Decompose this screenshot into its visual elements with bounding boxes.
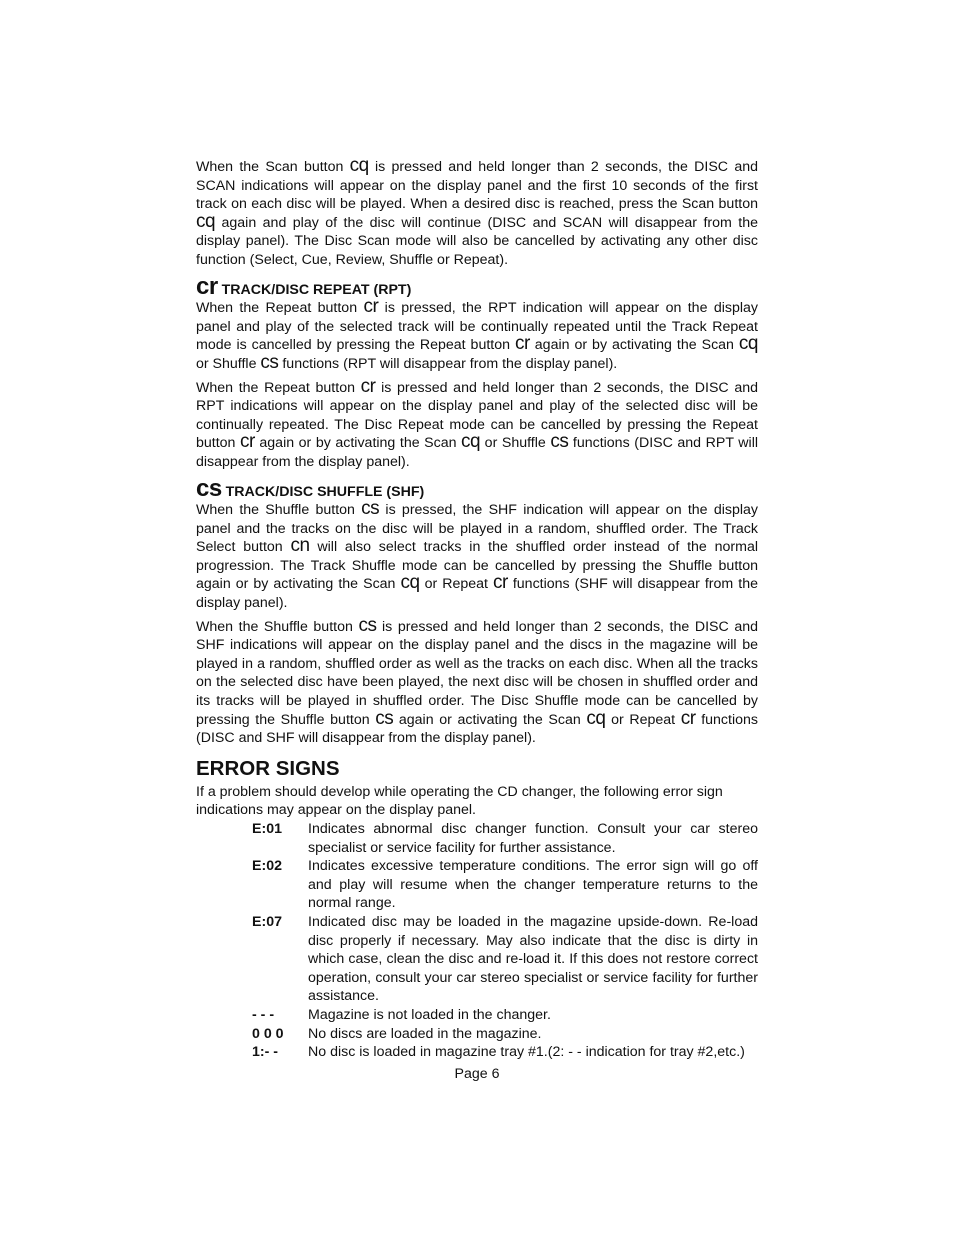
manual-page: [196, 155, 759, 1083]
error-row: [252, 1006, 758, 1025]
scan-button-icon: cq: [400, 572, 420, 594]
repeat-button-icon: cr: [514, 333, 530, 355]
scan-button-icon: cq: [349, 155, 369, 176]
shuffle-button-icon: cs: [260, 351, 279, 373]
shuffle-button-icon: cs: [375, 707, 394, 729]
error-row: [252, 857, 758, 913]
error-list: [196, 820, 758, 1062]
scan-button-icon: cq: [461, 431, 481, 453]
repeat-button-icon: cr: [363, 296, 379, 318]
error-row: [252, 1025, 758, 1044]
repeat-button-icon: cr: [680, 707, 696, 729]
error-code: E:01: [252, 821, 282, 837]
track-select-button-icon: cn: [290, 535, 310, 557]
repeat-button-icon: cr: [360, 375, 376, 397]
scan-button-icon: cq: [196, 210, 216, 232]
error-code: 1:- -: [252, 1044, 279, 1061]
error-intro: If a problem should develop while operating the CD changer, the following error sign indications may appear on the display panel.: [196, 783, 723, 819]
page-number: Page 6: [454, 1065, 500, 1082]
repeat-button-icon: cr: [240, 431, 255, 453]
scan-button-icon: cq: [738, 333, 758, 355]
error-code: E:07: [252, 913, 282, 930]
error-row: [252, 913, 758, 1006]
disc-shuffle-paragraph: When the Shuffle button cs is pressed and held longer than 2 seconds, the DISC and SHF indications will appear on the display panel and the discs in the magazine will be played in a random, shuffled order as well as the tracks on each disc. When all the tracks on the selected disc have been played, the next disc will be chosen in shuffled order and its tracks will be played in shuffled order. The Disc Shuffle mode can be cancelled by pressing the Shuffle button cs again or activating the Scan cq or Repeat cr functions (DISC and SHF will disappear from the display panel).: [196, 614, 758, 747]
scan-paragraph: When the Scan button cq is pressed and held longer than 2 seconds, the DISC and SCAN indications will appear on the display panel and the first 10 seconds of the first track on each disc will be played. When a desired disc is reached, press the Scan button cq again and play of the disc will continue (DISC and SCAN will disappear from the display panel). The Disc Scan mode will also be cancelled by activating any other disc function (Select, Cue, Review, Shuffle or Repeat).: [196, 155, 758, 268]
shuffle-button-icon: cs: [550, 431, 569, 453]
error-signs-heading: ERROR SIGNS: [196, 756, 340, 780]
shuffle-button-icon: cs: [361, 498, 380, 520]
error-code: - - -: [252, 1006, 275, 1023]
error-code: 0 0 0: [252, 1025, 284, 1042]
error-row: [252, 820, 758, 857]
repeat-button-icon: cr: [196, 272, 218, 300]
error-description: Indicates excessive temperature conditions. The error sign will go off and play will resume when the changer temperature returns to the normal range.: [308, 858, 758, 912]
error-description: Indicated disc may be loaded in the magazine upside-down. Re-load disc properly if necessary. May also indicate that the disc is dirty in which case, clean the disc and re-load it. If this does not restore correct operation, consult your car stereo specialist or service facility for further assistance.: [308, 913, 758, 1005]
shuffle-button-icon: cs: [196, 474, 222, 502]
error-description: Indicates abnormal disc changer function. Consult your car stereo specialist or service facility for further assistance.: [308, 821, 758, 856]
shuffle-button-icon: cs: [358, 614, 377, 636]
scan-button-icon: cq: [586, 707, 606, 729]
repeat-heading: cr TRACK/DISC REPEAT (RPT): [196, 272, 412, 300]
track-shuffle-paragraph: When the Shuffle button cs is pressed, the SHF indication will appear on the display panel and the tracks on the disc will be played in a random, shuffled order. The Track Select button cn will also select tracks in the shuffled order instead of the normal progression. The Track Shuffle mode can be cancelled by pressing the Shuffle button again or by activating the Scan cq or Repeat cr functions (SHF will disappear from the display panel).: [196, 498, 758, 612]
error-description: No discs are loaded in the magazine.: [308, 1025, 542, 1042]
error-description: No disc is loaded in magazine tray #1.(2: - - indication for tray #2,etc.): [308, 1044, 745, 1061]
error-description: Magazine is not loaded in the changer.: [308, 1006, 551, 1023]
disc-repeat-paragraph: When the Repeat button cr is pressed and held longer than 2 seconds, the DISC and RPT indications will appear on the display panel and play of the selected disc will be continually repeated. The Disc Repeat mode can be cancelled by pressing the Repeat button cr again or by activating the Scan cq or Shuffle cs functions (DISC and RPT will disappear from the display panel).: [196, 375, 759, 470]
repeat-button-icon: cr: [493, 572, 508, 594]
shuffle-heading: cs TRACK/DISC SHUFFLE (SHF): [196, 474, 425, 502]
error-code: E:02: [252, 858, 282, 875]
error-row: [252, 1043, 758, 1062]
track-repeat-paragraph: When the Repeat button cr is pressed, the RPT indication will appear on the display panel and play of the selected track will be continually repeated until the Track Repeat mode is cancelled by pressing the Repeat button cr again or by activating the Scan cq or Shuffle cs functions (RPT will disappear from the display panel).: [196, 296, 758, 373]
